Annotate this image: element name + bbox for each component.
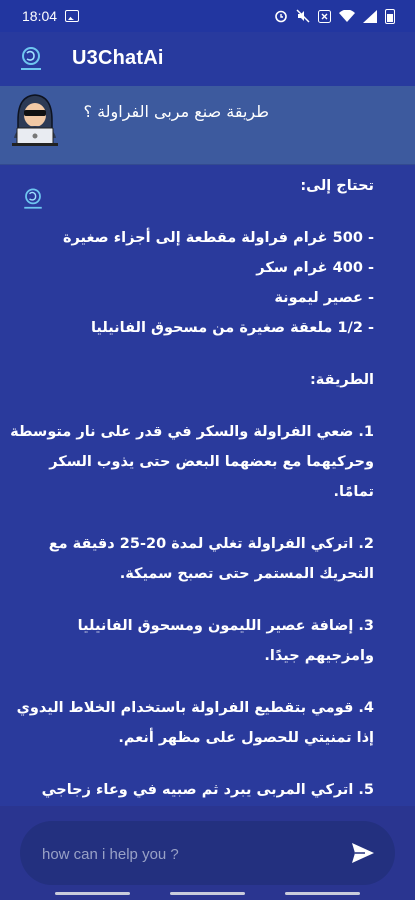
status-indicators (274, 0, 395, 32)
status-bar (0, 0, 415, 32)
nav-home-indicator[interactable] (170, 892, 245, 895)
mute-icon (296, 9, 310, 23)
message-composer (20, 821, 395, 885)
wifi-icon (339, 10, 355, 23)
bot-message-line: - عصير ليمونة (274, 290, 374, 306)
hacker-avatar-icon (8, 90, 62, 148)
bot-message-line: وحركيهما مع بعضهما البعض حتى يذوب السكر (49, 454, 374, 470)
bot-message-line: 4. قومي بتقطيع الفراولة باستخدام الخلاط اليدوي (16, 700, 374, 716)
bot-message-row (0, 164, 415, 806)
bot-message-line: تمامًا. (333, 484, 374, 500)
bot-message-line: 2. اتركي الفراولة تغلي لمدة 20-25 دقيقة مع (48, 536, 374, 552)
user-message-row (0, 86, 415, 165)
status-time: 18:04 (22, 8, 58, 24)
send-icon[interactable] (351, 842, 375, 864)
app-title: U3ChatAi (72, 47, 164, 69)
app-logo-icon (15, 43, 47, 75)
bot-message-line: - 400 غرام سكر (256, 260, 374, 276)
bot-avatar-icon (19, 185, 47, 213)
bot-message-line: 3. إضافة عصير الليمون ومسحوق الفانيليا (77, 618, 374, 634)
message-input[interactable] (40, 839, 344, 869)
bot-message-line: 5. اتركي المربى يبرد ثم صبيه في وعاء زجاجي (41, 782, 374, 798)
bot-message-line: تحتاج إلى: (300, 178, 374, 194)
user-message-text: طريقة صنع مربى الفراولة ؟ (83, 102, 269, 121)
app-bar (0, 32, 415, 86)
bot-message-line: إذا تمنيتي للحصول على مظهر أنعم. (118, 730, 374, 746)
signal-icon (363, 10, 377, 23)
battery-icon (385, 9, 395, 24)
nav-recents-indicator[interactable] (285, 892, 360, 895)
bot-message-line: - 1/2 ملعقة صغيرة من مسحوق الفانيليا (90, 320, 374, 336)
bot-message-line: - 500 غرام فراولة مقطعة إلى أجزاء صغيرة (62, 230, 374, 246)
system-navigation-bar (0, 890, 415, 900)
bot-message-line: الطريقة: (309, 372, 374, 388)
nav-back-indicator[interactable] (55, 892, 130, 895)
bot-message-line: وامزجيهم جيدًا. (264, 648, 374, 664)
bot-message-line: التحريك المستمر حتى تصبح سميكة. (119, 566, 374, 582)
gallery-notification-icon (65, 10, 79, 22)
bot-message-line: 1. ضعي الفراولة والسكر في قدر على نار متوسطة (10, 424, 374, 440)
alarm-icon (274, 9, 288, 23)
close-box-icon (318, 10, 331, 23)
